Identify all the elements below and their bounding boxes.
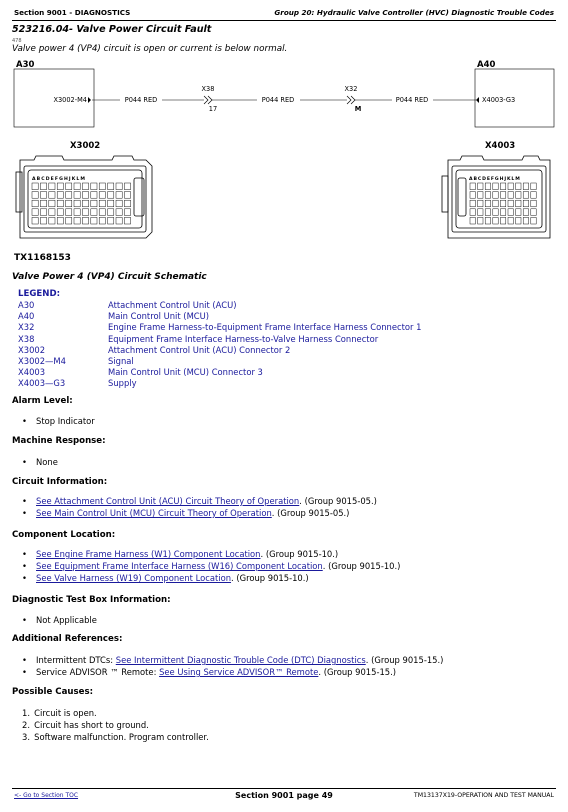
- pin-cavity: [99, 192, 105, 199]
- pin-cavity: [108, 192, 114, 199]
- pin-cavity: [485, 183, 490, 190]
- pin-cavity: [470, 192, 475, 199]
- pin-cavity: [470, 183, 475, 190]
- pin-cavity: [91, 217, 97, 224]
- legend-row: [18, 356, 421, 367]
- test-box-list: [22, 614, 97, 626]
- pin-cavity: [108, 209, 114, 216]
- x32-connector-symbol-half: [351, 96, 355, 104]
- pin-cavity: [116, 209, 122, 216]
- x4003-label: X4003: [485, 141, 516, 151]
- pin-cavity: [57, 217, 63, 224]
- pin-cavity: [508, 217, 513, 224]
- x32-connector-symbol: [347, 96, 351, 104]
- group-ref: . (Group 9015-10.): [260, 549, 339, 559]
- pin-cavity: [49, 183, 55, 190]
- legend-code: X3002—M4: [18, 355, 66, 366]
- component-location-list: [22, 548, 400, 584]
- pin-cavity: [508, 209, 513, 216]
- x38-label: X38: [201, 85, 215, 93]
- alarm-level-list: [22, 415, 95, 427]
- pin-cavity: [66, 209, 72, 216]
- pin-cavity: [124, 217, 130, 224]
- x38-connector-symbol: [204, 96, 208, 104]
- wire-label-2: P044 RED: [261, 96, 295, 104]
- pin-cavity: [124, 192, 130, 199]
- pin-cavity: [478, 200, 483, 207]
- pin-cavity: [470, 209, 475, 216]
- manual-id: TM13137X19-OPERATION AND TEST MANUAL: [413, 792, 554, 799]
- pin-cavity: [516, 183, 521, 190]
- pin-cavity: [91, 200, 97, 207]
- list-item: • None: [22, 456, 58, 468]
- dtc-description: Valve power 4 (VP4) circuit is open or current is below normal.: [12, 44, 288, 54]
- pin-cavity: [493, 192, 498, 199]
- legend-title: LEGEND:: [18, 289, 61, 299]
- group-ref: . (Group 9015-10.): [231, 573, 309, 583]
- group-ref: . (Group 9015-15.): [318, 667, 397, 677]
- possible-causes-list: [22, 707, 209, 743]
- pin-cavity: [82, 209, 88, 216]
- pin-cavity: [116, 217, 122, 224]
- pin-cavity: [99, 183, 105, 190]
- section-label: Section 9001 - DIAGNOSTICS: [14, 8, 131, 17]
- x3002-label: X3002: [70, 141, 101, 151]
- pin-cavity: [74, 200, 80, 207]
- service-advisor-link[interactable]: See Using Service ADVISOR™ Remote: [159, 667, 319, 677]
- pin-cavity: [99, 209, 105, 216]
- legend-row: [18, 322, 421, 333]
- pin-cavity: [82, 217, 88, 224]
- group-ref: . (Group 9015-05.): [271, 508, 350, 518]
- additional-references-list: [22, 654, 443, 678]
- pin-cavity: [49, 192, 55, 199]
- pin-cavity: [493, 200, 498, 207]
- pin-cavity: [66, 217, 72, 224]
- pin-cavity: [478, 183, 483, 190]
- component-location-heading: Component Location:: [12, 530, 116, 540]
- pin-cavity: [531, 217, 536, 224]
- pin-cavity: [523, 192, 528, 199]
- pin-cavity: [493, 183, 498, 190]
- x3002-connector-drawing: [16, 156, 152, 238]
- a40-label: A40: [477, 60, 496, 70]
- pin-cavity: [531, 192, 536, 199]
- intermittent-dtc-link[interactable]: See Intermittent Diagnostic Trouble Code (DTC) Diagnostics: [115, 655, 366, 665]
- legend-row: [18, 367, 421, 378]
- list-item: [22, 507, 377, 519]
- pin-cavity: [99, 217, 105, 224]
- pin-cavity: [523, 209, 528, 216]
- list-item: [22, 548, 400, 560]
- pin-cavity: [508, 192, 513, 199]
- group-ref: . (Group 9015-05.): [299, 496, 377, 506]
- pin-cavity: [523, 183, 528, 190]
- legend-row: [18, 345, 421, 356]
- pin-cavity: [500, 200, 505, 207]
- alarm-level-heading: Alarm Level:: [12, 396, 73, 406]
- pin-cavity: [99, 200, 105, 207]
- pin-cavity: [49, 209, 55, 216]
- circuit-info-list: [22, 495, 377, 519]
- possible-causes-heading: Possible Causes:: [12, 687, 94, 697]
- pin-cavity: [49, 200, 55, 207]
- pin-cavity: [74, 183, 80, 190]
- legend-desc: Signal: [108, 355, 134, 366]
- pin-cavity: [470, 200, 475, 207]
- pin-cavity: [74, 209, 80, 216]
- page-header: [12, 6, 556, 21]
- pin-cavity: [500, 183, 505, 190]
- group-ref: . (Group 9015-10.): [322, 561, 401, 571]
- list-item: [22, 560, 400, 572]
- legend-desc: Equipment Frame Interface Harness-to-Valve Harness Connector: [108, 333, 379, 344]
- legend-desc: Engine Frame Harness-to-Equipment Frame Interface Harness Connector 1: [108, 322, 422, 333]
- pin-cavity: [478, 217, 483, 224]
- w19-location-link[interactable]: See Valve Harness (W19) Component Location: [36, 573, 232, 583]
- list-item: • Stop Indicator: [22, 415, 95, 427]
- legend-code: A30: [18, 300, 35, 310]
- legend-code: X32: [18, 322, 35, 333]
- legend-code: A40: [18, 311, 35, 322]
- x4003-pin-grid: [470, 183, 536, 224]
- pin-cavity: [108, 183, 114, 190]
- w1-location-link[interactable]: See Engine Frame Harness (W1) Component Location: [36, 549, 261, 559]
- go-to-toc-link[interactable]: <- Go to Section TOC: [14, 792, 79, 799]
- pin-cavity: [485, 192, 490, 199]
- list-item: [22, 654, 443, 666]
- list-item: [22, 666, 443, 678]
- pin-cavity: [82, 192, 88, 199]
- a30-label: A30: [16, 60, 35, 70]
- pin-cavity: [57, 200, 63, 207]
- pin-cavity: [40, 209, 46, 216]
- pin-cavity: [124, 200, 130, 207]
- pin-cavity: [74, 217, 80, 224]
- pin-cavity: [493, 217, 498, 224]
- pin-cavity: [116, 200, 122, 207]
- pin-cavity: [531, 209, 536, 216]
- left-pin-label: X3002-M4: [53, 96, 87, 104]
- pin-cavity: [40, 192, 46, 199]
- x32-label: X32: [344, 85, 358, 93]
- pin-cavity: [91, 192, 97, 199]
- legend-desc: Main Control Unit (MCU) Connector 3: [108, 367, 263, 378]
- x4003-connector-drawing: [442, 156, 550, 238]
- right-pin-label: X4003-G3: [482, 96, 516, 104]
- pin-cavity: [57, 192, 63, 199]
- legend-desc: Attachment Control Unit (ACU) Connector 2: [108, 344, 291, 355]
- pin-cavity: [32, 192, 38, 199]
- pin-cavity: [485, 217, 490, 224]
- legend-code: X4003: [18, 367, 46, 378]
- pin-cavity: [124, 209, 130, 216]
- group-ref: . (Group 9015-15.): [365, 655, 444, 665]
- wire-label-3: P044 RED: [395, 96, 429, 104]
- legend: [18, 300, 421, 390]
- pin-cavity: [32, 209, 38, 216]
- mcu-theory-link[interactable]: See Main Control Unit (MCU) Circuit Theory of Operation: [36, 508, 272, 518]
- pin-cavity: [74, 192, 80, 199]
- pin-cavity: [82, 183, 88, 190]
- pin-cavity: [523, 200, 528, 207]
- pin-cavity: [40, 200, 46, 207]
- machine-response-heading: Machine Response:: [12, 436, 106, 446]
- test-box-heading: Diagnostic Test Box Information:: [12, 595, 171, 605]
- w16-location-link[interactable]: See Equipment Frame Interface Harness (W16) Component Location: [36, 561, 323, 571]
- pin-cavity: [66, 192, 72, 199]
- title-id: 478: [12, 38, 22, 44]
- page-number: Section 9001 page 49: [235, 791, 333, 800]
- pin-cavity: [478, 192, 483, 199]
- legend-code: X3002: [18, 344, 46, 355]
- legend-row: [18, 311, 421, 322]
- pin-cavity: [500, 209, 505, 216]
- legend-desc: Supply: [108, 378, 137, 389]
- pin-cavity: [531, 200, 536, 207]
- circuit-schematic: [12, 56, 556, 252]
- pin-cavity: [32, 183, 38, 190]
- legend-row: [18, 300, 421, 311]
- pin-cavity: [49, 217, 55, 224]
- x3002-pin-grid: [32, 183, 131, 224]
- list-item: 3. Software malfunction. Program controller.: [22, 732, 209, 742]
- list-item: 2. Circuit has short to ground.: [22, 720, 149, 730]
- pin-cavity: [91, 183, 97, 190]
- pin-cavity: [82, 200, 88, 207]
- legend-code: X4003—G3: [18, 378, 66, 389]
- legend-code: X38: [18, 333, 35, 344]
- pin-cavity: [66, 183, 72, 190]
- pin-cavity: [116, 183, 122, 190]
- pin-cavity: [523, 217, 528, 224]
- legend-row: [18, 334, 421, 345]
- wire-label-1: P044 RED: [124, 96, 158, 104]
- legend-desc: Attachment Control Unit (ACU): [108, 300, 237, 310]
- pin-cavity: [500, 192, 505, 199]
- pin-cavity: [124, 183, 130, 190]
- legend-desc: Main Control Unit (MCU): [108, 311, 210, 322]
- x4003-pin-letters: ABCDEFGHJKLM: [469, 177, 521, 182]
- pin-cavity: [485, 200, 490, 207]
- pin-cavity: [108, 200, 114, 207]
- pin-cavity: [485, 209, 490, 216]
- legend-row: [18, 378, 421, 389]
- x3002-pin-letters: ABCDEFGHJKLM: [32, 177, 87, 182]
- pin-cavity: [40, 217, 46, 224]
- pin-cavity: [66, 200, 72, 207]
- pin-cavity: [493, 209, 498, 216]
- pin-cavity: [508, 183, 513, 190]
- machine-response-list: [22, 456, 58, 468]
- x38-connector-symbol-half: [208, 96, 212, 104]
- pin-cavity: [40, 183, 46, 190]
- x38-pin: 17: [208, 105, 218, 113]
- group-label: Group 20: Hydraulic Valve Controller (HVC) Diagnostic Trouble Codes: [274, 8, 554, 17]
- pin-cavity: [57, 209, 63, 216]
- pin-cavity: [32, 217, 38, 224]
- pin-cavity: [478, 209, 483, 216]
- pin-cavity: [57, 183, 63, 190]
- pin-cavity: [531, 183, 536, 190]
- pin-cavity: [500, 217, 505, 224]
- pin-cavity: [32, 200, 38, 207]
- pin-cavity: [516, 209, 521, 216]
- list-item: • Not Applicable: [22, 614, 97, 626]
- pin-cavity: [91, 209, 97, 216]
- page-footer: [12, 788, 556, 803]
- list-item: [22, 495, 377, 507]
- pin-cavity: [108, 217, 114, 224]
- pin-cavity: [116, 192, 122, 199]
- pin-cavity: [516, 200, 521, 207]
- pin-cavity: [508, 200, 513, 207]
- list-item: 1. Circuit is open.: [22, 708, 97, 718]
- acu-theory-link[interactable]: See Attachment Control Unit (ACU) Circuit Theory of Operation: [36, 496, 300, 506]
- additional-references-heading: Additional References:: [12, 634, 123, 644]
- figure-caption: Valve Power 4 (VP4) Circuit Schematic: [12, 272, 207, 282]
- pin-cavity: [470, 217, 475, 224]
- ref-prefix: Service ADVISOR ™ Remote:: [36, 667, 160, 677]
- list-item: [22, 572, 400, 584]
- x32-pin: M: [354, 105, 362, 113]
- dtc-title: 523216.04- Valve Power Circuit Fault: [12, 24, 212, 35]
- pin-cavity: [516, 217, 521, 224]
- figure-id: TX1168153: [14, 253, 71, 263]
- circuit-info-heading: Circuit Information:: [12, 477, 108, 487]
- ref-prefix: Intermittent DTCs:: [36, 655, 116, 665]
- pin-cavity: [516, 192, 521, 199]
